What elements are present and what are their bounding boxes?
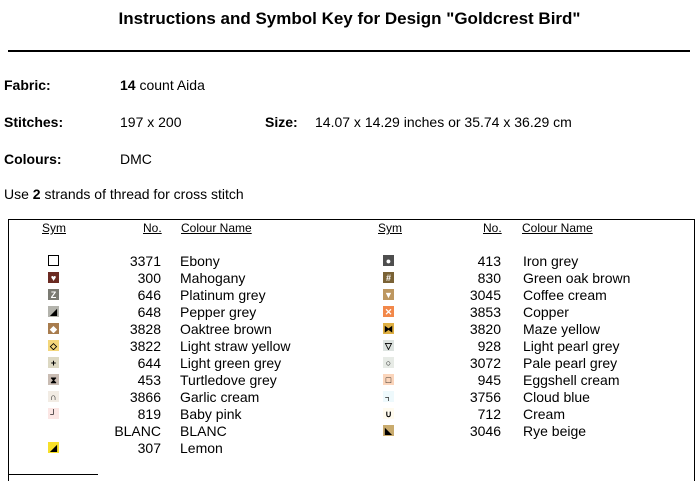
triangle-icon: ◣ [383, 425, 394, 436]
colour-name: Platinum grey [180, 287, 266, 303]
colour-name: Garlic cream [180, 389, 260, 405]
size-label: Size: [265, 114, 298, 130]
dmc-number: 3371 [129, 253, 161, 269]
triangle-icon: ◢ [48, 442, 59, 453]
dmc-number: 3820 [469, 321, 501, 337]
hash-icon: # [383, 272, 394, 283]
dmc-number: 3828 [129, 321, 161, 337]
header-sym-left: Sym [42, 221, 66, 235]
dmc-number: 646 [137, 287, 161, 303]
title-divider [8, 50, 690, 52]
triangle-down-icon: ▼ [384, 290, 393, 300]
header-sym-right: Sym [378, 221, 402, 235]
colour-name: Rye beige [523, 423, 587, 439]
header-name-right: Colour Name [522, 221, 593, 235]
dmc-number: 453 [137, 372, 161, 388]
dmc-number: BLANC [114, 423, 161, 439]
fabric-type: count Aida [139, 77, 205, 93]
strands-post: strands of thread for cross stitch [44, 186, 244, 202]
dmc-number: 945 [477, 372, 501, 388]
colour-name: Light pearl grey [523, 338, 620, 354]
colour-name: Baby pink [180, 406, 242, 422]
diamond-icon: ◆ [48, 323, 59, 334]
colour-name: Eggshell cream [523, 372, 620, 388]
dmc-number: 3045 [469, 287, 501, 303]
colour-name: Maze yellow [523, 321, 601, 337]
arch-icon: ∩ [48, 391, 59, 402]
stitches-value: 197 x 200 [120, 114, 182, 130]
dmc-number: 928 [477, 338, 501, 354]
heart-icon: ♥ [48, 272, 59, 283]
x-icon: ✕ [384, 307, 393, 317]
colour-name: Lemon [180, 440, 223, 456]
square-outline-icon: □ [383, 374, 394, 385]
colour-name: Oaktree brown [180, 321, 272, 337]
dmc-number: 3822 [129, 338, 161, 354]
fabric-label: Fabric: [4, 77, 51, 93]
colour-name: Cream [523, 406, 566, 422]
header-no-left: No. [143, 221, 162, 235]
colour-name: Light green grey [180, 355, 282, 371]
dmc-number: 3072 [469, 355, 501, 371]
circle-icon: ● [383, 255, 394, 266]
strands-pre: Use [4, 186, 29, 202]
dmc-number: 3756 [469, 389, 501, 405]
colour-name: Cloud blue [523, 389, 590, 405]
strands-instruction [4, 186, 244, 202]
strands-count: 2 [32, 186, 41, 202]
dmc-number: 819 [137, 406, 161, 422]
fabric-count: 14 [120, 77, 136, 93]
dmc-number: 648 [137, 304, 161, 320]
dmc-number: 3046 [469, 423, 501, 439]
page-title: Instructions and Symbol Key for Design "Goldcrest Bird" [118, 9, 581, 28]
dmc-number: 3866 [129, 389, 161, 405]
corner-icon: ┐ [383, 391, 394, 402]
colours-label: Colours: [4, 151, 62, 167]
bottom-rule [8, 474, 98, 475]
colour-name: Coffee cream [523, 287, 607, 303]
header-no-right: No. [483, 221, 502, 235]
colour-name: Pepper grey [180, 304, 257, 320]
dmc-number: 3853 [469, 304, 501, 320]
dmc-number: 300 [137, 270, 161, 286]
corner-icon: ┘ [48, 408, 59, 419]
triangle-outline-icon: ▽ [383, 340, 394, 351]
plus-icon: + [48, 357, 59, 368]
colour-name: Copper [523, 304, 569, 320]
colour-name: Green oak brown [523, 270, 631, 286]
triangle-icon: ◢ [48, 306, 59, 317]
bowtie-icon: ⧓ [384, 324, 393, 334]
z-icon: Z [48, 289, 59, 300]
header-name-left: Colour Name [181, 221, 252, 235]
colours-value: DMC [120, 151, 152, 167]
fabric-value [120, 77, 205, 93]
dmc-number: 644 [137, 355, 161, 371]
hourglass-icon: ⧗ [48, 374, 59, 385]
colour-name: Pale pearl grey [523, 355, 618, 371]
colour-name: Turtledove grey [180, 372, 277, 388]
colour-name: Iron grey [523, 253, 579, 269]
colour-name: Mahogany [180, 270, 246, 286]
circle-outline-icon: ○ [383, 357, 394, 368]
dmc-number: 413 [477, 253, 501, 269]
size-value: 14.07 x 14.29 inches or 35.74 x 36.29 cm [315, 114, 572, 130]
colour-name: BLANC [180, 423, 227, 439]
dmc-number: 830 [477, 270, 501, 286]
dmc-number: 712 [477, 406, 501, 422]
dmc-number: 307 [137, 440, 161, 456]
cup-icon: ∪ [383, 408, 394, 419]
diamond-outline-icon: ◇ [48, 340, 59, 351]
empty-square-icon [48, 255, 59, 266]
colour-name: Ebony [180, 253, 220, 269]
stitches-label: Stitches: [4, 114, 64, 130]
colour-name: Light straw yellow [180, 338, 291, 354]
